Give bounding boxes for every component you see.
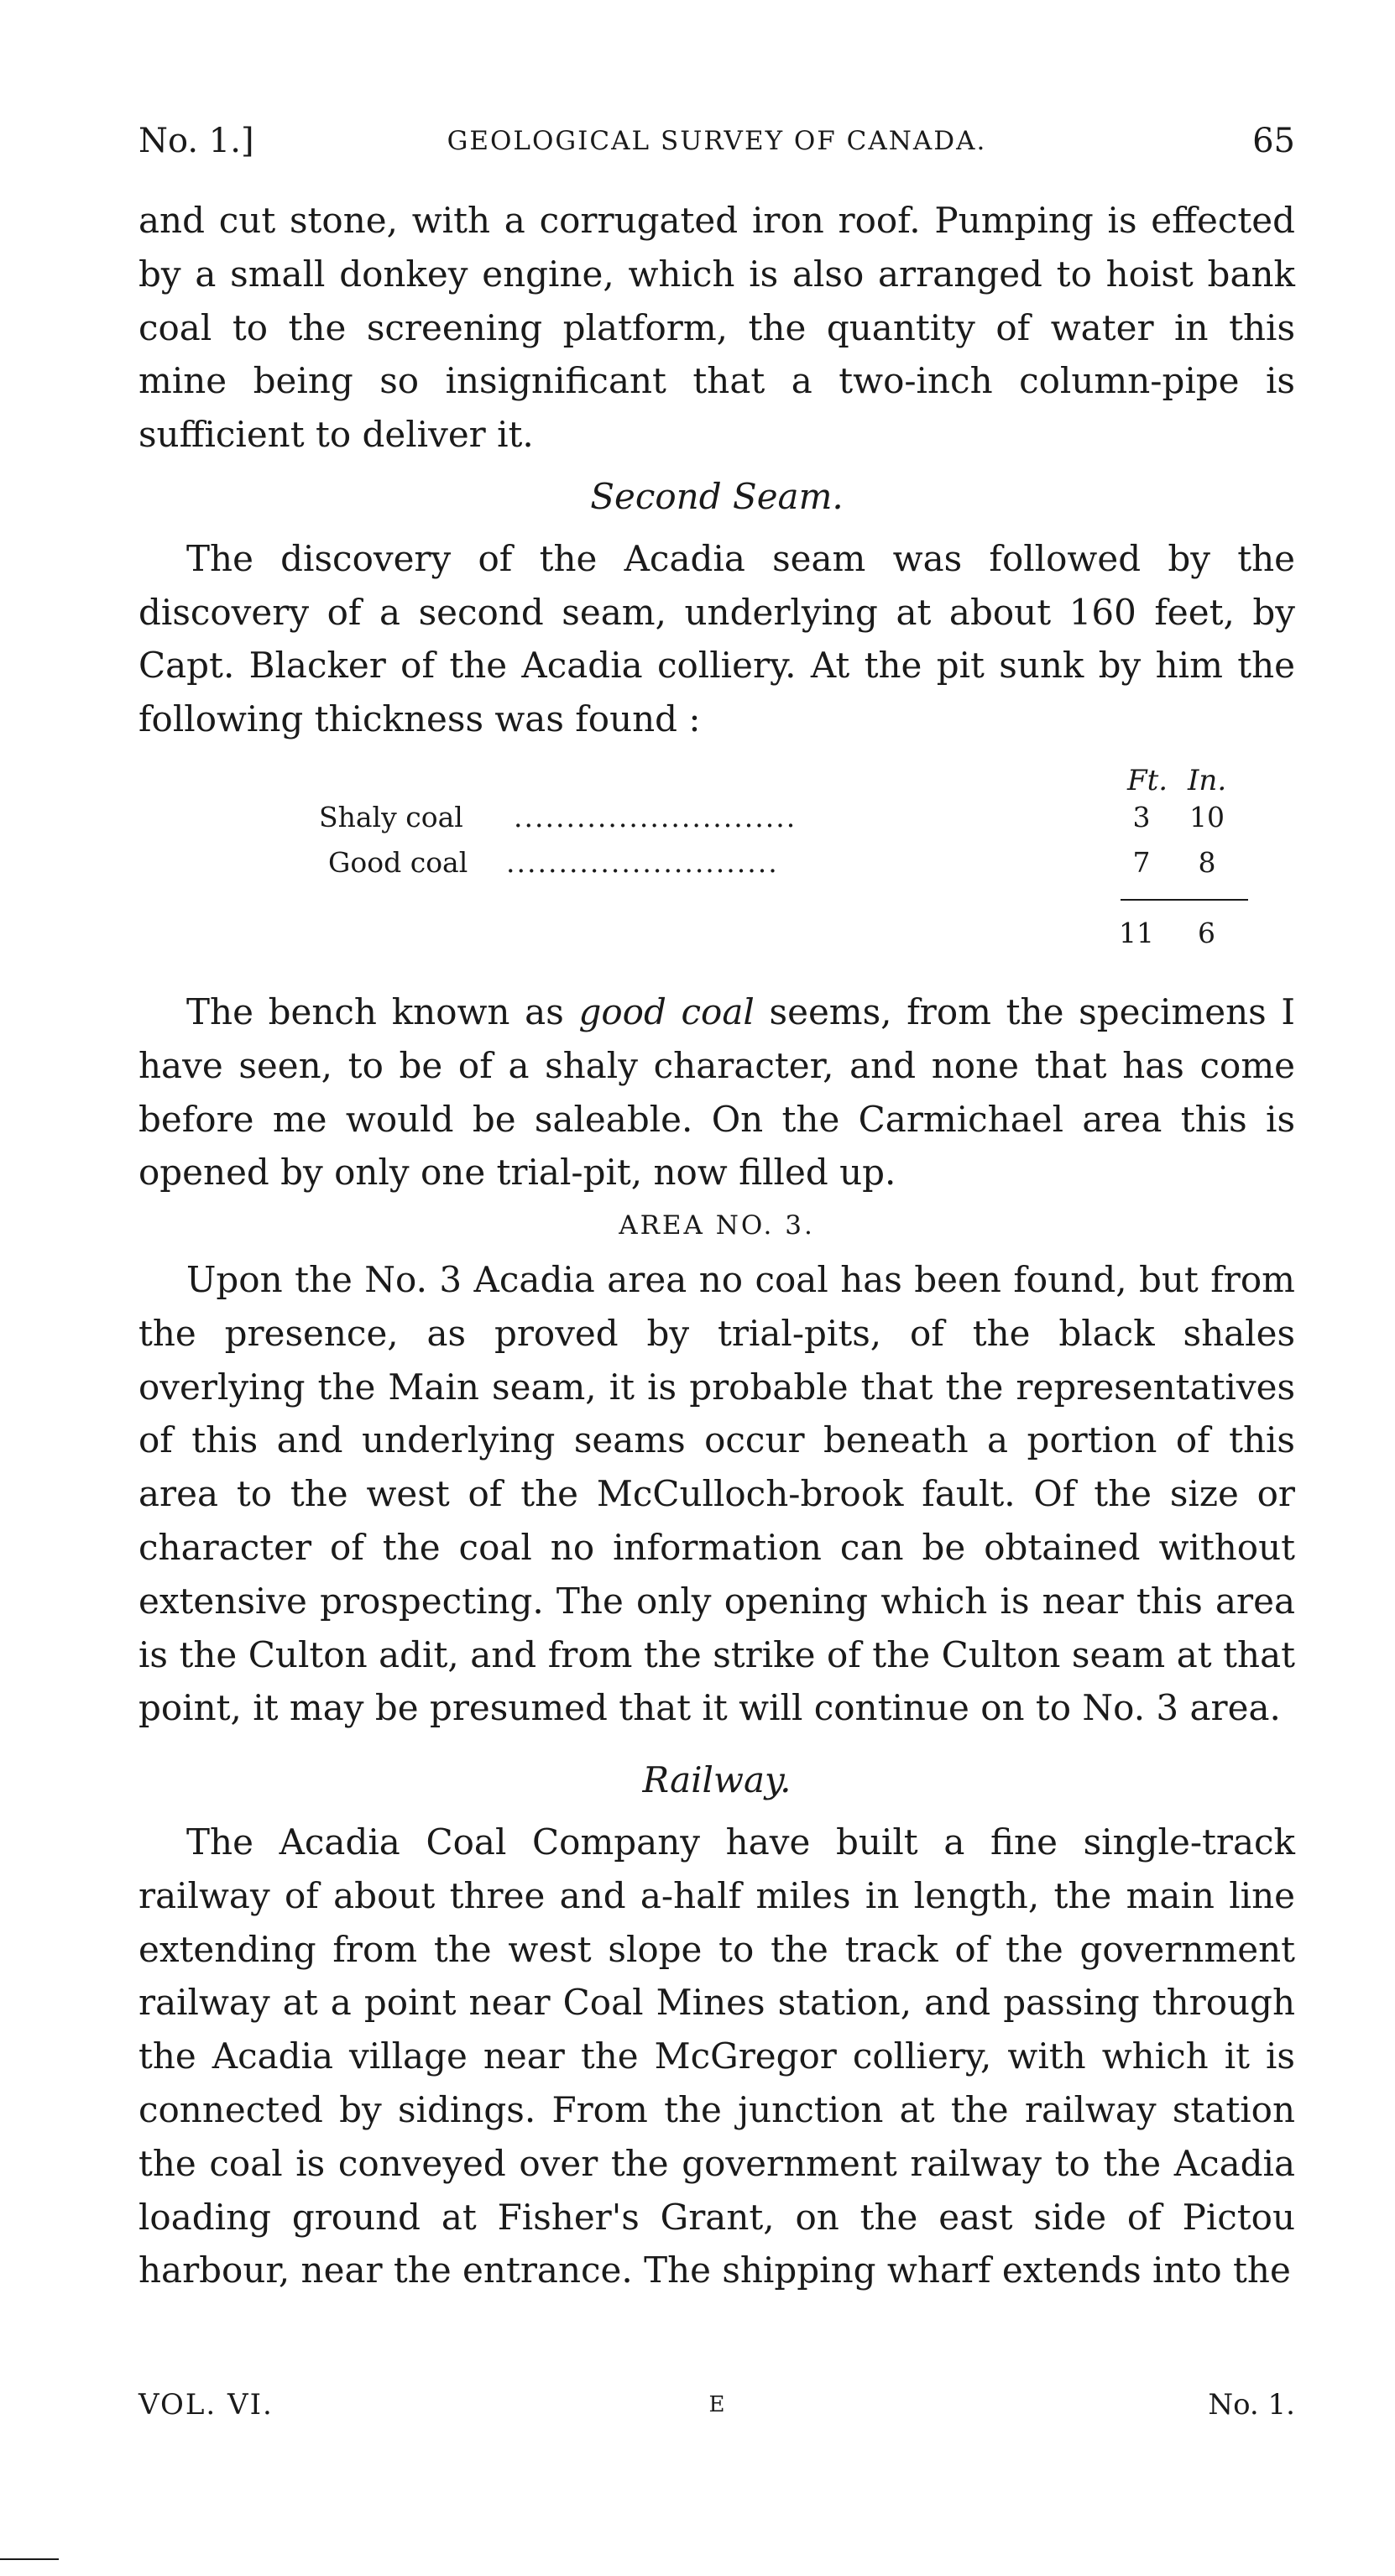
column-header-inches: In.	[1188, 763, 1227, 797]
paragraph-1: and cut stone, with a corrugated iron roof. Pumping is effected by a small donkey engine, which is also arranged to hoist bank coal to the screening platform, the quantity of water in this mine being so insignificant that a two-inch column-pipe is sufficient to deliver it.	[138, 200, 1295, 456]
total-feet: 11	[1119, 916, 1154, 949]
table-row	[319, 798, 1225, 837]
leader-dots: ..........................	[506, 845, 779, 879]
row-inches: 10	[1189, 800, 1225, 833]
journal-title: GEOLOGICAL SURVEY OF CANADA.	[447, 126, 987, 156]
row-feet: 3	[1132, 800, 1151, 833]
column-header-feet: Ft.	[1127, 763, 1168, 797]
sum-rule	[1121, 899, 1248, 901]
page-footer	[138, 2384, 1295, 2426]
row-label: Shaly coal	[319, 800, 463, 833]
issue-number: No. 1.]	[138, 122, 254, 160]
table-row	[328, 844, 1216, 882]
paragraph-2: The discovery of the Acadia seam was followed by the discovery of a second seam, underlying at about 160 feet, by Capt. Blacker of the Acadia colliery. At the pit sunk by him the following thickness was found :	[138, 537, 1295, 740]
signature-mark: E	[708, 2392, 725, 2417]
paragraph-3	[138, 985, 1295, 1199]
page-number: 65	[1252, 122, 1295, 160]
paragraph-4: Upon the No. 3 Acadia area no coal has been found, but from the presence, as proved by trial-pits, of the black shales overlying the Main seam, it is probable that the representatives of this and underlying seams occur beneath a portion of this area to the west of the McCulloch-brook fault. Of the size or character of the coal no information can be obtained without extensive prospecting. The only opening which is near this area is the Culton adit, and from the strike of the Culton seam at that point, it may be presumed that it will continue on to No. 3 area.	[138, 1258, 1295, 1729]
running-head	[138, 116, 1295, 166]
row-feet: 7	[1132, 845, 1151, 879]
body-text	[138, 194, 1295, 2297]
thickness-table	[138, 746, 1295, 985]
paragraph-3-start: The bench known as	[186, 990, 579, 1032]
heading-second-seam: Second Seam.	[590, 475, 844, 517]
footer-issue-number: No. 1.	[1208, 2388, 1295, 2422]
heading-area-no-3: AREA NO. 3.	[619, 1210, 815, 1241]
heading-railway: Railway.	[642, 1759, 792, 1801]
paragraph-5: The Acadia Coal Company have built a fine single-track railway of about three and a-half miles in length, the main line extending from the west slope to the track of the government railway at a point near Coal Mines station, and passing through the Acadia village near the McGregor colliery, with which it is connected by sidings. From the junction at the railway station the coal is conveyed over the government railway to the Acadia loading ground at Fisher's Grant, on the east side of Pictou harbour, near the entrance. The shipping wharf extends into the	[138, 1821, 1295, 2291]
bottom-rule	[0, 2558, 59, 2560]
paragraph-3-end: seems, from the specimens I have seen, to be of a shaly character, and none that has come before me would be saleable. On the Carmichael area this is opened by only one trial-pit, now filled up.	[138, 990, 1295, 1194]
leader-dots: ...........................	[514, 800, 797, 833]
total-inches: 6	[1198, 916, 1215, 949]
row-inches: 8	[1198, 845, 1216, 879]
row-label: Good coal	[328, 845, 468, 879]
volume-label: VOL. VI.	[138, 2388, 274, 2422]
emphasis-good-coal: good coal	[578, 990, 755, 1032]
